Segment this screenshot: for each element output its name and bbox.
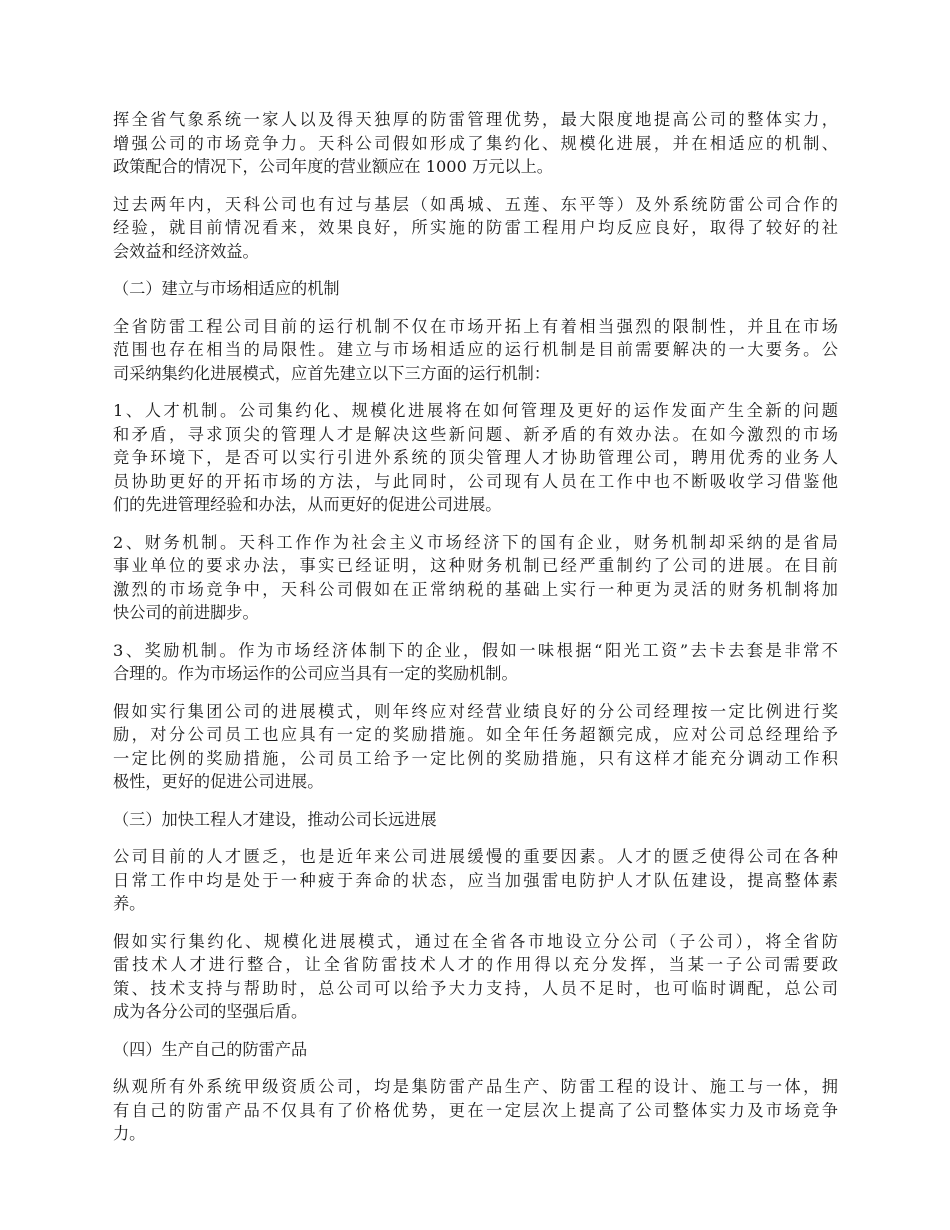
paragraph [113,639,838,686]
paragraph-line: 增强公司的市场竞争力。天科公司假如形成了集约化、规模化进展，并在相适应的机制、 [113,133,838,153]
paragraph-line: 养。 [113,894,146,913]
paragraph-line: 成为各分公司的坚强后盾。 [113,1002,308,1021]
paragraph [113,108,838,179]
paragraph [113,930,838,1024]
paragraph-line: 日常工作中均是处于一种疲于奔命的状态，应当加强雷电防护人才队伍建设，提高整体素 [113,870,838,890]
paragraph [113,315,838,386]
section-heading: （三）加快工程人才建设，推动公司长远进展 [113,809,437,829]
paragraph-line: 过去两年内，天科公司也有过与基层（如禹城、五莲、东平等）及外系统防雷公司合作的 [113,194,838,214]
document-body [113,108,838,1146]
paragraph-line: 和矛盾，寻求顶尖的管理人才是解决这些新问题、新矛盾的有效办法。在如今激烈的市场 [113,424,838,444]
paragraph-line: 政策配合的情况下，公司年度的营业额应在 1000 万元以上。 [113,157,553,176]
paragraph-line: 策、技术支持与帮助时，总公司可以给予大力支持，人员不足时，也可临时调配，总公司 [113,978,838,998]
paragraph-line: 快公司的前进脚步。 [113,603,259,622]
paragraph-line: 1、人才机制。公司集约化、规模化进展将在如何管理及更好的运作发面产生全新的问题 [113,401,838,420]
paragraph [113,700,838,794]
paragraph-line: 范围也存在相当的局限性。建立与市场相适应的运行机制是目前需要解决的一大要务。公 [113,340,838,359]
paragraph [113,399,838,517]
paragraph-line: 司采纳集约化进展模式，应首先建立以下三方面的运行机制： [113,363,551,383]
paragraph-line: 激烈的市场竞争中，天科公司假如在正常纳税的基础上实行一种更为灵活的财务机制将加 [113,579,838,599]
paragraph-line: 一定比例的奖励措施，公司员工给予一定比例的奖励措施，只有这样才能充分调动工作积 [113,748,838,768]
section-heading: （二）建立与市场相适应的机制 [113,279,340,298]
section-heading: （四）生产自己的防雷产品 [113,1039,308,1059]
paragraph-line: 竞争环境下，是否可以实行引进外系统的顶尖管理人才协助管理公司，聘用优秀的业务人 [113,448,838,467]
paragraph-line: 2、财务机制。天科工作作为社会主义市场经济下的国有企业，财务机制却采纳的是省局 [113,532,838,552]
paragraph-line: 经验，就目前情况看来，效果良好，所实施的防雷工程用户均反应良好，取得了较好的社 [113,218,838,237]
paragraph-line: 挥全省气象系统一家人以及得天独厚的防雷管理优势，最大限度地提高公司的整体实力， [113,110,838,129]
paragraph-line: 会效益和经济效益。 [113,241,259,261]
paragraph-line: 力。 [113,1124,146,1143]
paragraph-line: 假如实行集团公司的进展模式，则年终应对经营业绩良好的分公司经理按一定比例进行奖 [113,701,838,721]
paragraph-line: 有自己的防雷产品不仅具有了价格优势，更在一定层次上提高了公司整体实力及市场竞争 [113,1100,838,1120]
paragraph-line: 公司目前的人才匮乏，也是近年来公司进展缓慢的重要因素。人才的匮乏使得公司在各种 [113,847,838,866]
paragraph-line: 合理的。作为市场运作的公司应当具有一定的奖励机制。 [113,664,518,683]
paragraph-line: 励，对分公司员工也应具有一定的奖励措施。如全年任务超额完成，应对公司总经理给予 [113,725,838,744]
paragraph [113,845,838,916]
paragraph [113,193,838,264]
paragraph-line: 纵观所有外系统甲级资质公司，均是集防雷产品生产、防雷工程的设计、施工与一体，拥 [113,1077,838,1096]
paragraph-line: 事业单位的要求办法，事实已经证明，这种财务机制已经严重制约了公司的进展。在目前 [113,556,838,575]
paragraph-line: 3、奖励机制。作为市场经济体制下的企业，假如一味根据“阳光工资”去卡去套是非常不 [113,640,838,660]
paragraph-line: 全省防雷工程公司目前的运行机制不仅在市场开拓上有着相当强烈的限制性，并且在市场 [113,316,838,336]
paragraph-line: 们的先进管理经验和办法，从而更好的促进公司进展。 [113,495,502,514]
paragraph-line: 极性，更好的促进公司进展。 [113,772,324,791]
paragraph [113,531,838,625]
paragraph [113,1075,838,1146]
paragraph-line: 雷技术人才进行整合，让全省防雷技术人才的作用得以充分发挥，当某一子公司需要政 [113,955,838,974]
paragraph-line: 假如实行集约化、规模化进展模式，通过在全省各市地设立分公司（子公司），将全省防 [113,931,838,951]
paragraph-line: 员协助更好的开拓市场的方法，与此同时，公司现有人员在工作中也不断吸收学习借鉴他 [113,471,838,491]
